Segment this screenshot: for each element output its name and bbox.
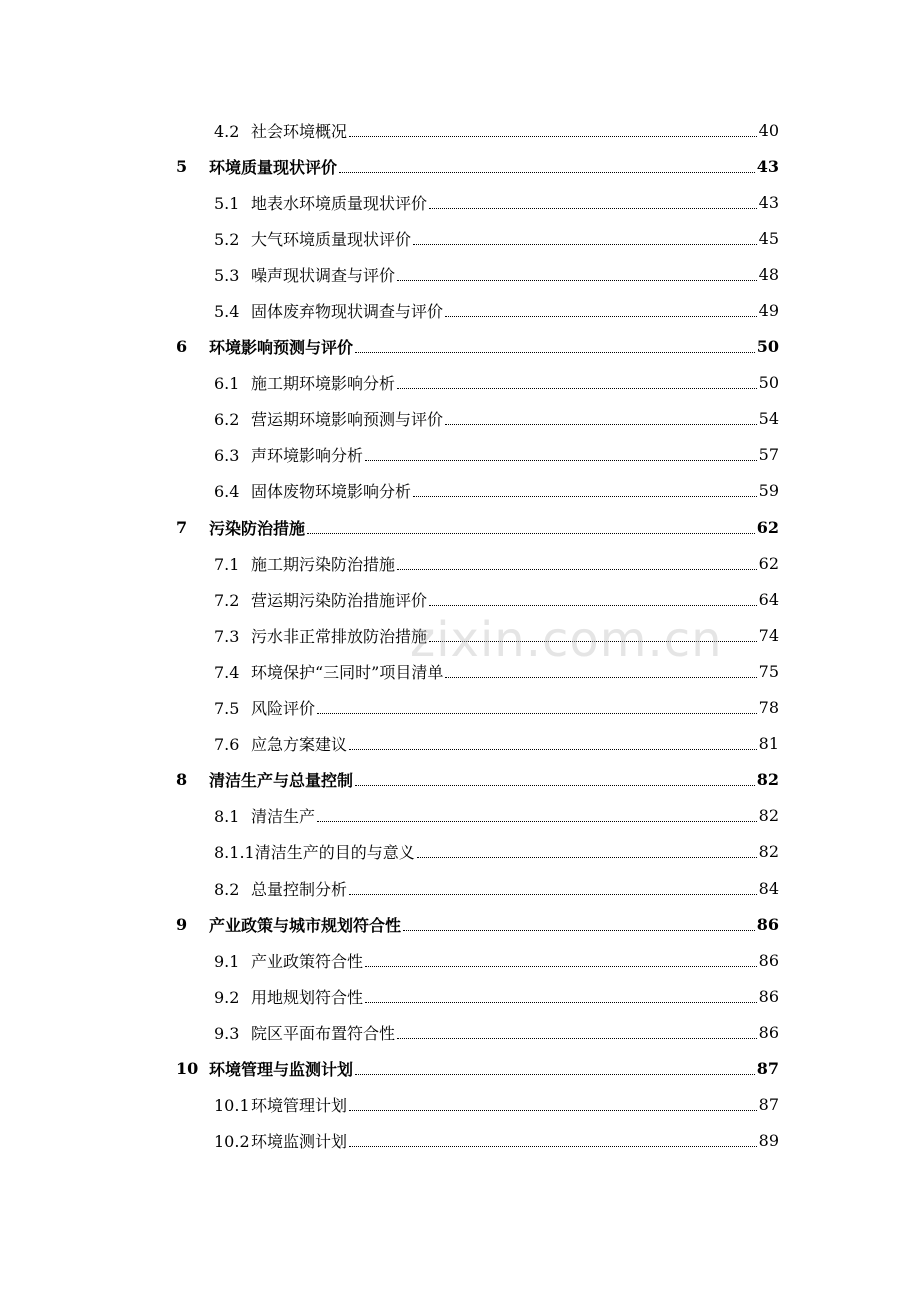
section-number: 7.1	[214, 554, 240, 574]
toc-title-text: 施工期污染防治措施	[251, 554, 396, 574]
toc-page-number: 81	[758, 734, 779, 754]
dot-leader	[317, 821, 757, 822]
toc-page-number: 86	[758, 1022, 779, 1042]
toc-title-text: 产业政策符合性	[251, 951, 364, 971]
toc-page-number: 43	[756, 156, 779, 176]
toc-title	[209, 516, 305, 539]
toc-title	[214, 696, 315, 719]
toc-entry	[214, 624, 779, 647]
toc-title	[214, 1021, 395, 1044]
toc-entry	[214, 660, 779, 683]
section-number: 6.2	[214, 410, 240, 430]
toc-entry	[214, 479, 779, 502]
toc-entry	[214, 552, 779, 575]
section-number: 5.1	[214, 193, 240, 213]
toc-entry	[214, 588, 779, 611]
toc-title	[214, 552, 395, 575]
toc-title	[209, 1057, 353, 1080]
dot-leader	[365, 460, 757, 461]
toc-title-text: 风险评价	[251, 699, 316, 719]
chapter-number: 8	[176, 770, 188, 790]
section-number: 5.4	[214, 302, 240, 322]
toc-page-number: 82	[756, 770, 779, 790]
toc-title-text: 施工期环境影响分析	[251, 374, 396, 394]
section-number: 6.4	[214, 482, 240, 502]
dot-leader	[339, 172, 755, 173]
toc-page-number: 45	[758, 228, 779, 248]
toc-entry	[214, 1129, 779, 1152]
toc-section-row[interactable]	[0, 220, 920, 256]
toc-page-number: 87	[756, 1058, 779, 1078]
toc-title	[209, 335, 353, 358]
toc-section-row[interactable]	[0, 473, 920, 509]
chapter-number: 10	[176, 1058, 199, 1078]
toc-title	[214, 660, 443, 683]
toc-title-text: 环境保护“三同时”项目清单	[251, 662, 444, 682]
toc-page-number: 50	[758, 373, 779, 393]
toc-entry	[214, 732, 779, 755]
toc-page-number: 50	[756, 337, 779, 357]
toc-title-text: 环境管理计划	[251, 1096, 348, 1116]
dot-leader	[445, 677, 756, 678]
toc-title	[214, 443, 363, 466]
toc-section-row[interactable]	[0, 112, 920, 148]
toc-title	[214, 588, 427, 611]
toc-section-row[interactable]	[0, 978, 920, 1014]
toc-page-number: 82	[758, 806, 779, 826]
toc-entry	[209, 155, 779, 178]
toc-title	[214, 877, 347, 900]
toc-chapter-row[interactable]	[0, 906, 920, 942]
chapter-number: 6	[176, 337, 188, 357]
toc-page-number: 78	[758, 698, 779, 718]
toc-entry	[214, 1021, 779, 1044]
toc-page-number: 75	[758, 661, 779, 681]
toc-section-row[interactable]	[0, 653, 920, 689]
toc-entry	[214, 1093, 779, 1116]
dot-leader	[349, 894, 757, 895]
dot-leader	[417, 857, 757, 858]
toc-title	[214, 732, 347, 755]
section-number: 9.3	[214, 1023, 240, 1043]
dot-leader	[429, 641, 757, 642]
toc-title	[214, 119, 347, 142]
toc-section-row[interactable]	[0, 437, 920, 473]
toc-section-row[interactable]	[0, 617, 920, 653]
toc-title	[214, 263, 395, 286]
toc-entry	[214, 407, 779, 430]
toc-section-row[interactable]	[0, 184, 920, 220]
toc-entry	[214, 804, 779, 827]
toc-title	[214, 479, 411, 502]
toc-entry	[209, 913, 779, 936]
toc-title	[214, 804, 315, 827]
toc-title	[214, 949, 363, 972]
toc-page-number: 84	[758, 878, 779, 898]
toc-title-text: 清洁生产与总量控制	[209, 771, 354, 791]
toc-title-text: 污染防治措施	[209, 518, 306, 538]
toc-entry	[214, 877, 779, 900]
section-number: 7.2	[214, 590, 240, 610]
section-number: 10.2	[214, 1132, 250, 1152]
toc-page-number: 59	[758, 481, 779, 501]
toc-chapter-row[interactable]	[0, 329, 920, 365]
toc-section-row[interactable]	[0, 401, 920, 437]
toc-chapter-row[interactable]	[0, 1050, 920, 1086]
toc-chapter-row[interactable]	[0, 509, 920, 545]
toc-title-text: 声环境影响分析	[251, 446, 364, 466]
dot-leader	[413, 496, 757, 497]
toc-title-text: 营运期污染防治措施评价	[251, 590, 428, 610]
toc-page-number: 40	[758, 120, 779, 140]
dot-leader	[445, 316, 757, 317]
toc-title-text: 噪声现状调查与评价	[251, 265, 396, 285]
toc-entry	[214, 443, 779, 466]
toc-page-number: 86	[758, 950, 779, 970]
dot-leader	[445, 424, 757, 425]
section-number: 6.3	[214, 446, 240, 466]
toc-entry	[209, 516, 779, 539]
toc-title	[214, 227, 411, 250]
toc-page-number: 86	[756, 914, 779, 934]
toc-title	[214, 985, 363, 1008]
chapter-number: 9	[176, 914, 188, 934]
section-number: 8.1.1	[214, 843, 255, 863]
section-number: 8.2	[214, 879, 240, 899]
dot-leader	[307, 533, 755, 534]
section-number: 7.4	[214, 662, 240, 682]
toc-section-row[interactable]	[0, 870, 920, 906]
toc-title-text: 产业政策与城市规划符合性	[209, 915, 402, 935]
toc-title-text: 地表水环境质量现状评价	[251, 193, 428, 213]
section-number: 5.3	[214, 265, 240, 285]
toc-section-row[interactable]	[0, 1123, 920, 1159]
toc-page-number: 57	[758, 445, 779, 465]
toc-title-text: 营运期环境影响预测与评价	[251, 410, 444, 430]
toc-title	[214, 624, 427, 647]
toc-section-row[interactable]	[0, 292, 920, 328]
dot-leader	[397, 569, 757, 570]
toc-title-text: 环境管理与监测计划	[209, 1059, 354, 1079]
toc-entry	[214, 299, 779, 322]
toc-page-number: 62	[758, 553, 779, 573]
dot-leader	[317, 713, 757, 714]
toc-title-text: 用地规划符合性	[251, 987, 364, 1007]
toc-entry	[214, 840, 779, 863]
section-number: 10.1	[214, 1096, 250, 1116]
section-number: 7.5	[214, 699, 240, 719]
toc-title	[214, 299, 443, 322]
toc-section-row[interactable]	[0, 834, 920, 870]
toc-title	[214, 191, 427, 214]
toc-section-row[interactable]	[0, 1014, 920, 1050]
toc-title-text: 院区平面布置符合性	[251, 1023, 396, 1043]
toc-page-number: 86	[758, 986, 779, 1006]
dot-leader	[355, 785, 755, 786]
section-number: 6.1	[214, 374, 240, 394]
dot-leader	[355, 352, 755, 353]
toc-title-text: 固体废物环境影响分析	[251, 482, 412, 502]
dot-leader	[403, 930, 755, 931]
dot-leader	[349, 1110, 757, 1111]
toc-entry	[214, 371, 779, 394]
toc-title-text: 清洁生产	[251, 807, 316, 827]
toc-title	[214, 371, 395, 394]
dot-leader	[413, 244, 757, 245]
section-number: 7.6	[214, 735, 240, 755]
watermark: zixin.com.cn	[410, 612, 723, 668]
dot-leader	[429, 208, 757, 209]
toc-section-row[interactable]	[0, 1087, 920, 1123]
toc-entry	[214, 227, 779, 250]
toc-section-row[interactable]	[0, 798, 920, 834]
section-number: 5.2	[214, 229, 240, 249]
dot-leader	[349, 749, 757, 750]
section-number: 9.1	[214, 951, 240, 971]
toc-title	[214, 1093, 347, 1116]
dot-leader	[365, 966, 757, 967]
section-number: 4.2	[214, 121, 240, 141]
toc-section-row[interactable]	[0, 581, 920, 617]
toc-entry	[214, 696, 779, 719]
toc-section-row[interactable]	[0, 256, 920, 292]
toc-chapter-row[interactable]	[0, 148, 920, 184]
toc-entry	[214, 949, 779, 972]
toc-title	[209, 913, 401, 936]
toc-page-number: 49	[758, 301, 779, 321]
section-number: 8.1	[214, 807, 240, 827]
toc-page-number: 64	[758, 589, 779, 609]
toc-section-row[interactable]	[0, 726, 920, 762]
toc-section-row[interactable]	[0, 545, 920, 581]
chapter-number: 5	[176, 156, 188, 176]
dot-leader	[355, 1074, 755, 1075]
toc-title-text: 环境质量现状评价	[209, 157, 338, 177]
dot-leader	[365, 1002, 757, 1003]
toc-title	[214, 407, 443, 430]
toc-title-text: 应急方案建议	[251, 735, 348, 755]
toc-entry	[209, 335, 779, 358]
toc-title-text: 环境监测计划	[251, 1132, 348, 1152]
toc-title-text: 固体废弃物现状调查与评价	[251, 302, 444, 322]
toc-title	[214, 1129, 347, 1152]
toc-page-number: 74	[758, 625, 779, 645]
toc-section-row[interactable]	[0, 365, 920, 401]
dot-leader	[397, 388, 757, 389]
toc-title-text: 总量控制分析	[251, 879, 348, 899]
toc-page-number: 89	[758, 1131, 779, 1151]
toc-entry	[214, 985, 779, 1008]
toc-title	[214, 840, 415, 863]
table-of-contents	[0, 112, 920, 1159]
toc-chapter-row[interactable]	[0, 762, 920, 798]
toc-page-number: 43	[758, 192, 779, 212]
toc-title-text: 环境影响预测与评价	[209, 338, 354, 358]
toc-entry	[209, 1057, 779, 1080]
toc-title-text: 大气环境质量现状评价	[251, 229, 412, 249]
toc-entry	[214, 119, 779, 142]
toc-page-number: 48	[758, 264, 779, 284]
toc-title-text: 社会环境概况	[251, 121, 348, 141]
chapter-number: 7	[176, 517, 188, 537]
toc-entry	[209, 768, 779, 791]
section-number: 9.2	[214, 987, 240, 1007]
toc-page-number: 62	[756, 517, 779, 537]
dot-leader	[349, 1146, 757, 1147]
dot-leader	[429, 605, 757, 606]
toc-entry	[214, 263, 779, 286]
toc-title	[209, 155, 337, 178]
toc-section-row[interactable]	[0, 942, 920, 978]
toc-title-text: 清洁生产的目的与意义	[254, 843, 415, 863]
dot-leader	[397, 280, 757, 281]
toc-title-text: 污水非正常排放防治措施	[251, 626, 428, 646]
dot-leader	[349, 136, 757, 137]
toc-page-number: 87	[758, 1095, 779, 1115]
toc-page-number: 54	[758, 409, 779, 429]
toc-section-row[interactable]	[0, 690, 920, 726]
toc-title	[209, 768, 353, 791]
section-number: 7.3	[214, 626, 240, 646]
dot-leader	[397, 1038, 757, 1039]
toc-page-number: 82	[758, 842, 779, 862]
toc-entry	[214, 191, 779, 214]
